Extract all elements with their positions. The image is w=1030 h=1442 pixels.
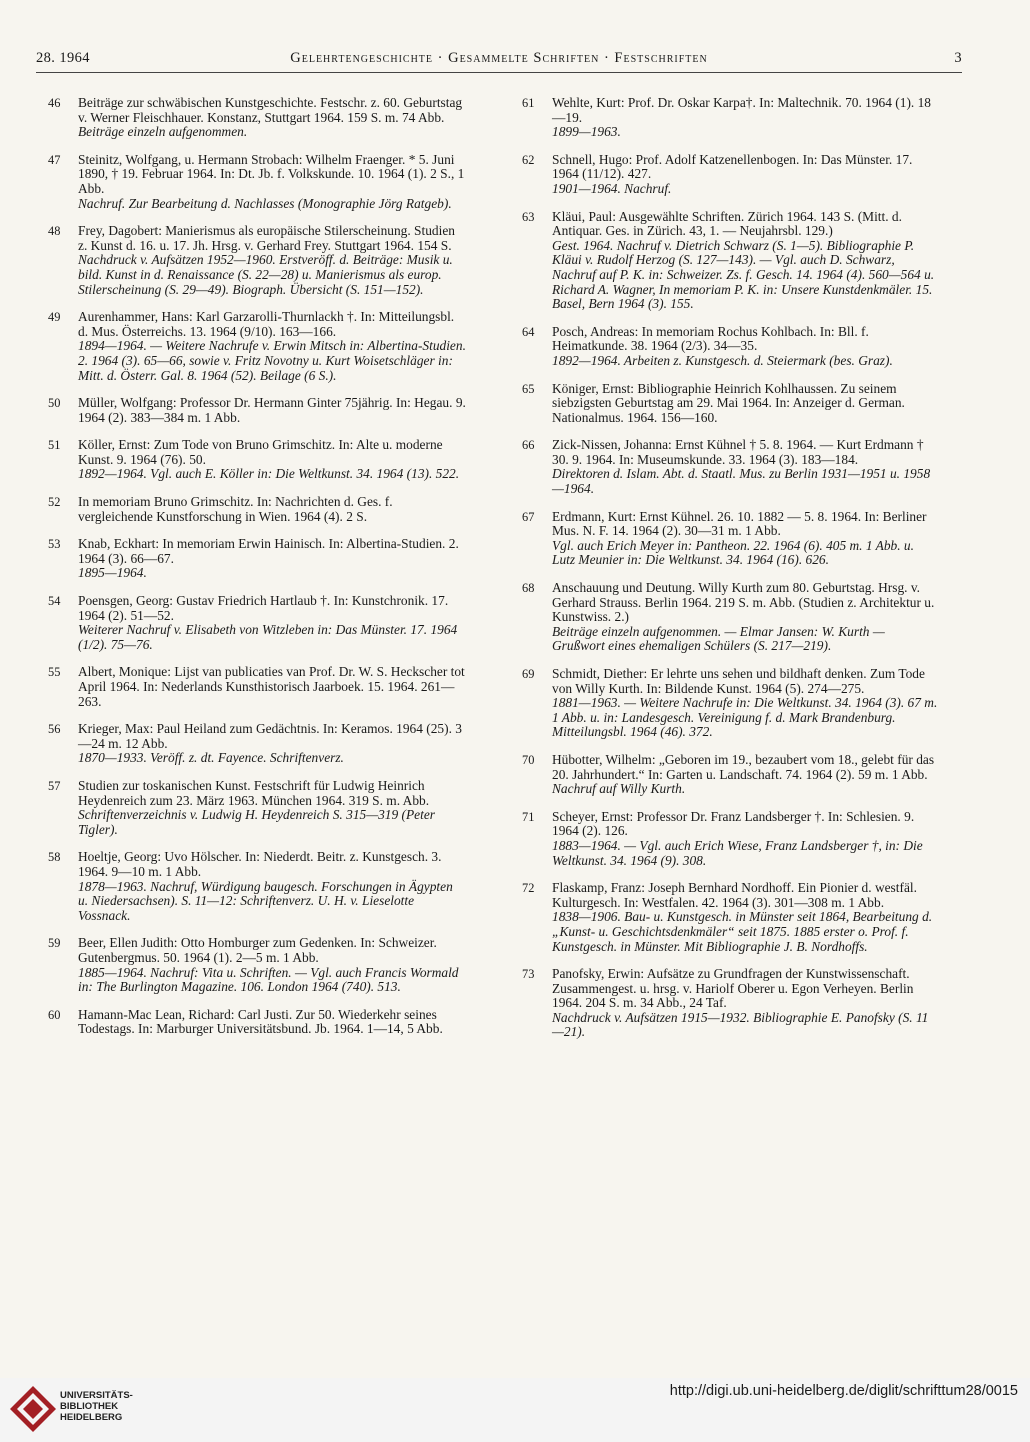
entry-citation: Aurenhammer, Hans: Karl Garzarolli-Thurnlackh †. In: Mitteilungsbl. d. Mus. Österreichs. 13. 1964 (9/10). 163—166. — [78, 309, 455, 339]
entry-61 — [522, 96, 940, 140]
entry-annotation: 1881—1963. — Weitere Nachrufe in: Die Weltkunst. 34. 1964 (3). 67 m. 1 Abb. u. in: Landesgesch. Vereinigung f. d. Mark Brandenburg. Mitteilungsbl. 1964 (46). 372. — [552, 695, 938, 740]
entry-annotation: Beiträge einzeln aufgenommen. — [78, 124, 248, 140]
entry-citation: Königer, Ernst: Bibliographie Heinrich Kohlhaussen. Zu seinem siebzigsten Geburtstag am 29. Mai 1964. In: Anzeiger d. German. Nationalmus. 1964. 156—160. — [552, 380, 905, 425]
entry-annotation: Nachdruck v. Aufsätzen 1952—1960. Erstveröff. d. Beiträge: Musik u. bild. Kunst in d. Renaissance (S. 22—28) u. Manierismus als europ. Stilerscheinung (S. 29—49). Biograph. Übersicht (S. 151—152). — [78, 252, 453, 297]
entry-60 — [48, 1008, 466, 1037]
entry-number: 68 — [522, 581, 535, 596]
permalink-url[interactable]: http://digi.ub.uni-heidelberg.de/diglit/schrifttum28/0015 — [669, 1383, 1018, 1399]
entry-number: 53 — [48, 537, 61, 552]
entry-annotation: Weiterer Nachruf v. Elisabeth von Witzleben in: Das Münster. 17. 1964 (1/2). 75—76. — [78, 622, 458, 652]
entry-number: 72 — [522, 881, 535, 896]
entry-number: 52 — [48, 495, 61, 510]
entry-citation: Albert, Monique: Lijst van publicaties van Prof. Dr. W. S. Heckscher tot April 1964. In: Nederlands Kunsthistorisch Jaarboek. 15. 1964. 261—263. — [78, 664, 465, 709]
entry-annotation: Gest. 1964. Nachruf v. Dietrich Schwarz (S. 1—5). Bibliographie P. Kläui v. Rudolf Herzog (S. 127—143). — Vgl. auch D. Schwarz, Nachruf auf P. K. in: Schweizer. Zs. f. Gesch. 14. 1964 (4). 560—564 u. Richard A. Wagner, In memoriam P. K. in: Unsere Kunstdenkmäler. 15. Basel, Bern 1964 (3). 155. — [552, 237, 935, 312]
entry-citation: Hübotter, Wilhelm: „Geboren im 19., bezaubert vom 18., gelebt für das 20. Jahrhundert.“ In: Garten u. Landschaft. 74. 1964 (2). 59 m. 1 Abb. — [552, 751, 935, 782]
entry-citation: In memoriam Bruno Grimschitz. In: Nachrichten d. Ges. f. vergleichende Kunstforschung in Wien. 1964 (4). 2 S. — [78, 494, 393, 524]
entry-46 — [48, 96, 466, 140]
entry-citation: Flaskamp, Franz: Joseph Bernhard Nordhoff. Ein Pionier d. westfäl. Kulturgesch. In: Westfalen. 42. 1964 (3). 301—308 m. 1 Abb. — [552, 880, 917, 910]
entry-annotation: 1894—1964. — Weitere Nachrufe v. Erwin Mitsch in: Albertina-Studien. 2. 1964 (3). 65—66, sowie v. Fritz Novotny u. Kurt Woisetschläger in: Mitt. d. Österr. Gal. 8. 1964 (52). Beilage (6 S.). — [78, 338, 466, 383]
entry-annotation: Vgl. auch Erich Meyer in: Pantheon. 22. 1964 (6). 405 m. 1 Abb. u. Lutz Meunier in: Die Weltkunst. 34. 1964 (16). 626. — [552, 537, 914, 568]
entry-annotation: 1885—1964. Nachruf: Vita u. Schriften. — Vgl. auch Francis Wormald in: The Burlington Magazine. 106. London 1964 (740). 513. — [78, 964, 459, 995]
entry-number: 63 — [522, 209, 535, 224]
entry-57 — [48, 779, 466, 837]
entry-citation: Beer, Ellen Judith: Otto Homburger zum Gedenken. In: Schweizer. Gutenbergmus. 50. 1964 (1). 2—5 m. 1 Abb. — [78, 935, 437, 965]
right-column — [522, 96, 940, 1040]
entry-number: 71 — [522, 809, 535, 824]
entry-citation: Hamann-Mac Lean, Richard: Carl Justi. Zur 50. Wiederkehr seines Todestags. In: Marburger Universitätsbund. Jb. 1964. 1—14, 5 Abb. — [78, 1006, 443, 1037]
entry-number: 70 — [522, 752, 535, 767]
entry-citation: Köller, Ernst: Zum Tode von Bruno Grimschitz. In: Alte u. moderne Kunst. 9. 1964 (76). 50. — [78, 437, 443, 467]
entry-annotation: 1838—1906. Bau- u. Kunstgesch. in Münster seit 1864, Bearbeitung d. „Kunst- u. Geschichtsdenkmäler“ seit 1875. 1885 erster o. Prof. f. Kunstgesch. in Münster. Mit Bibliographie J. B. Nordhoffs. — [552, 909, 933, 954]
entry-63 — [522, 210, 940, 312]
entry-citation: Frey, Dagobert: Manierismus als europäische Stilerscheinung. Studien z. Kunst d. 16. u. 17. Jh. Hrsg. v. Gerhard Frey. Stuttgart 1964. 154 S. — [78, 223, 455, 253]
entry-71 — [522, 810, 940, 868]
entry-citation: Steinitz, Wolfgang, u. Hermann Strobach: Wilhelm Fraenger. * 5. Juni 1890, † 19. Februar 1964. In: Dt. Jb. f. Volkskunde. 10. 1964 (1). 2 S., 1 Abb. — [78, 151, 465, 196]
entry-citation: Wehlte, Kurt: Prof. Dr. Oskar Karpa†. In: Maltechnik. 70. 1964 (1). 18—19. — [552, 95, 931, 125]
entry-69 — [522, 667, 940, 740]
entry-annotation: Schriftenverzeichnis v. Ludwig H. Heydenreich S. 315—319 (Peter Tigler). — [78, 807, 436, 837]
page-number: 3 — [954, 50, 962, 66]
entry-number: 58 — [48, 850, 61, 865]
entry-number: 56 — [48, 722, 61, 737]
entry-annotation: 1883—1964. — Vgl. auch Erich Wiese, Franz Landsberger †, in: Die Weltkunst. 34. 1964 (9). 308. — [552, 837, 923, 868]
entry-59 — [48, 936, 466, 994]
entry-annotation: Nachdruck v. Aufsätzen 1915—1932. Bibliographie E. Panofsky (S. 11—21). — [552, 1009, 929, 1040]
entry-citation: Knab, Eckhart: In memoriam Erwin Hainisch. In: Albertina-Studien. 2. 1964 (3). 66—67. — [78, 536, 459, 566]
entry-68 — [522, 581, 940, 654]
entry-annotation: 1878—1963. Nachruf, Würdigung baugesch. Forschungen in Ägypten u. Niedersachsen). S. 11—12: Schriftenverz. U. H. v. Lieselotte Vossnack. — [78, 878, 453, 923]
entry-number: 67 — [522, 509, 535, 524]
entry-number: 60 — [48, 1007, 61, 1022]
entry-number: 51 — [48, 438, 61, 453]
header-rule — [36, 72, 962, 73]
entry-number: 48 — [48, 224, 61, 239]
entry-annotation: 1870—1933. Veröff. z. dt. Fayence. Schriftenverz. — [78, 750, 344, 766]
left-column — [48, 96, 466, 1037]
entry-47 — [48, 153, 466, 211]
entry-70 — [522, 753, 940, 797]
entry-65 — [522, 382, 940, 426]
entry-number: 59 — [48, 936, 61, 951]
entry-number: 46 — [48, 96, 61, 110]
entry-annotation: 1899—1963. — [552, 124, 621, 140]
entry-citation: Erdmann, Kurt: Ernst Kühnel. 26. 10. 1882 — 5. 8. 1964. In: Berliner Mus. N. F. 14. 1964 (2). 30—31 m. 1 Abb. — [552, 508, 927, 539]
entry-66 — [522, 438, 940, 496]
library-logo-icon — [8, 1384, 58, 1434]
entry-49 — [48, 310, 466, 383]
header-volume: 28. 1964 — [36, 50, 90, 66]
entry-citation: Schmidt, Diether: Er lehrte uns sehen und bildhaft denken. Zum Tode von Willy Kurth. In: Bildende Kunst. 1964 (5). 274—275. — [552, 666, 925, 696]
entry-citation: Posch, Andreas: In memoriam Rochus Kohlbach. In: Bll. f. Heimatkunde. 38. 1964 (2/3). 34—35. — [552, 323, 869, 354]
entry-number: 61 — [522, 96, 535, 110]
entry-number: 49 — [48, 310, 61, 325]
entry-58 — [48, 850, 466, 923]
entry-annotation: 1892—1964. Arbeiten z. Kunstgesch. d. Steiermark (bes. Graz). — [552, 352, 893, 368]
entry-number: 50 — [48, 396, 61, 411]
entry-citation: Krieger, Max: Paul Heiland zum Gedächtnis. In: Keramos. 1964 (25). 3—24 m. 12 Abb. — [78, 721, 462, 751]
entry-64 — [522, 325, 940, 369]
entry-48 — [48, 224, 466, 297]
entry-citation: Schnell, Hugo: Prof. Adolf Katzenellenbogen. In: Das Münster. 17. 1964 (11/12). 427. — [552, 151, 913, 182]
entry-citation: Zick-Nissen, Johanna: Ernst Kühnel † 5. 8. 1964. — Kurt Erdmann † 30. 9. 1964. In: Museumskunde. 33. 1964 (3). 183—184. — [552, 437, 924, 467]
entry-number: 69 — [522, 667, 535, 681]
header-title: Gelehrtengeschichte · Gesammelte Schriften · Festschriften — [290, 50, 708, 66]
running-header — [36, 50, 962, 72]
entry-number: 47 — [48, 152, 61, 167]
entry-73 — [522, 967, 940, 1040]
entry-citation: Anschauung und Deutung. Willy Kurth zum 80. Geburtstag. Hrsg. v. Gerhard Strauss. Berlin 1964. 219 S. m. Abb. (Studien z. Architektur u. Kunstwiss. 2.) — [552, 580, 935, 625]
entry-annotation: Nachruf auf Willy Kurth. — [552, 781, 686, 797]
library-name: UNIVERSITÄTS- BIBLIOTHEK HEIDELBERG — [60, 1390, 133, 1423]
entry-number: 54 — [48, 594, 61, 609]
entry-citation: Poensgen, Georg: Gustav Friedrich Hartlaub †. In: Kunstchronik. 17. 1964 (2). 51—52. — [78, 593, 449, 623]
entry-citation: Scheyer, Ernst: Professor Dr. Franz Landsberger †. In: Schlesien. 9. 1964 (2). 126. — [552, 808, 915, 839]
entry-citation: Studien zur toskanischen Kunst. Festschrift für Ludwig Heinrich Heydenreich zum 23. März 1963. München 1964. 319 S. m. Abb. — [78, 777, 430, 808]
entry-citation: Kläui, Paul: Ausgewählte Schriften. Zürich 1964. 143 S. (Mitt. d. Antiquar. Ges. in Zürich. 43, 1. — Neujahrsbl. 129.) — [552, 208, 902, 239]
entry-annotation: Nachruf. Zur Bearbeitung d. Nachlasses (Monographie Jörg Ratgeb). — [78, 195, 452, 211]
entry-67 — [522, 510, 940, 568]
entry-annotation: Direktoren d. Islam. Abt. d. Staatl. Mus. zu Berlin 1931—1951 u. 1958—1964. — [552, 466, 931, 497]
entry-number: 62 — [522, 152, 535, 167]
entry-number: 66 — [522, 438, 535, 453]
entry-55 — [48, 665, 466, 709]
entry-54 — [48, 594, 466, 652]
entry-annotation: 1892—1964. Vgl. auch E. Köller in: Die Weltkunst. 34. 1964 (13). 522. — [78, 466, 460, 482]
entry-citation: Panofsky, Erwin: Aufsätze zu Grundfragen der Kunstwissenschaft. Zusammengest. u. hrsg. v. Hariolf Oberer u. Egon Verheyen. Berlin 1964. 204 S. m. 34 Abb., 24 Taf. — [552, 966, 914, 1011]
entry-annotation: 1895—1964. — [78, 565, 147, 581]
entry-number: 57 — [48, 778, 61, 793]
entry-number: 73 — [522, 967, 535, 982]
entry-53 — [48, 537, 466, 581]
entry-52 — [48, 495, 466, 524]
entry-citation: Müller, Wolfgang: Professor Dr. Hermann Ginter 75jährig. In: Hegau. 9. 1964 (2). 383—384 m. 1 Abb. — [78, 395, 466, 425]
entry-annotation: 1901—1964. Nachruf. — [552, 180, 672, 196]
entry-51 — [48, 438, 466, 482]
entry-number: 65 — [522, 381, 535, 396]
entry-citation: Hoeltje, Georg: Uvo Hölscher. In: Niederdt. Beitr. z. Kunstgesch. 3. 1964. 9—10 m. 1 Abb. — [78, 849, 442, 879]
entry-number: 64 — [522, 324, 535, 339]
entry-annotation: Beiträge einzeln aufgenommen. — Elmar Jansen: W. Kurth — Grußwort eines ehemaligen Schülers (S. 217—219). — [552, 623, 885, 654]
entry-number: 55 — [48, 665, 61, 680]
entry-62 — [522, 153, 940, 197]
entry-citation: Beiträge zur schwäbischen Kunstgeschichte. Festschr. z. 60. Geburtstag v. Werner Fleischhauer. Konstanz, Stuttgart 1964. 159 S. m. 74 Abb. — [78, 95, 463, 125]
entry-72 — [522, 881, 940, 954]
entry-56 — [48, 722, 466, 766]
entry-50 — [48, 396, 466, 425]
